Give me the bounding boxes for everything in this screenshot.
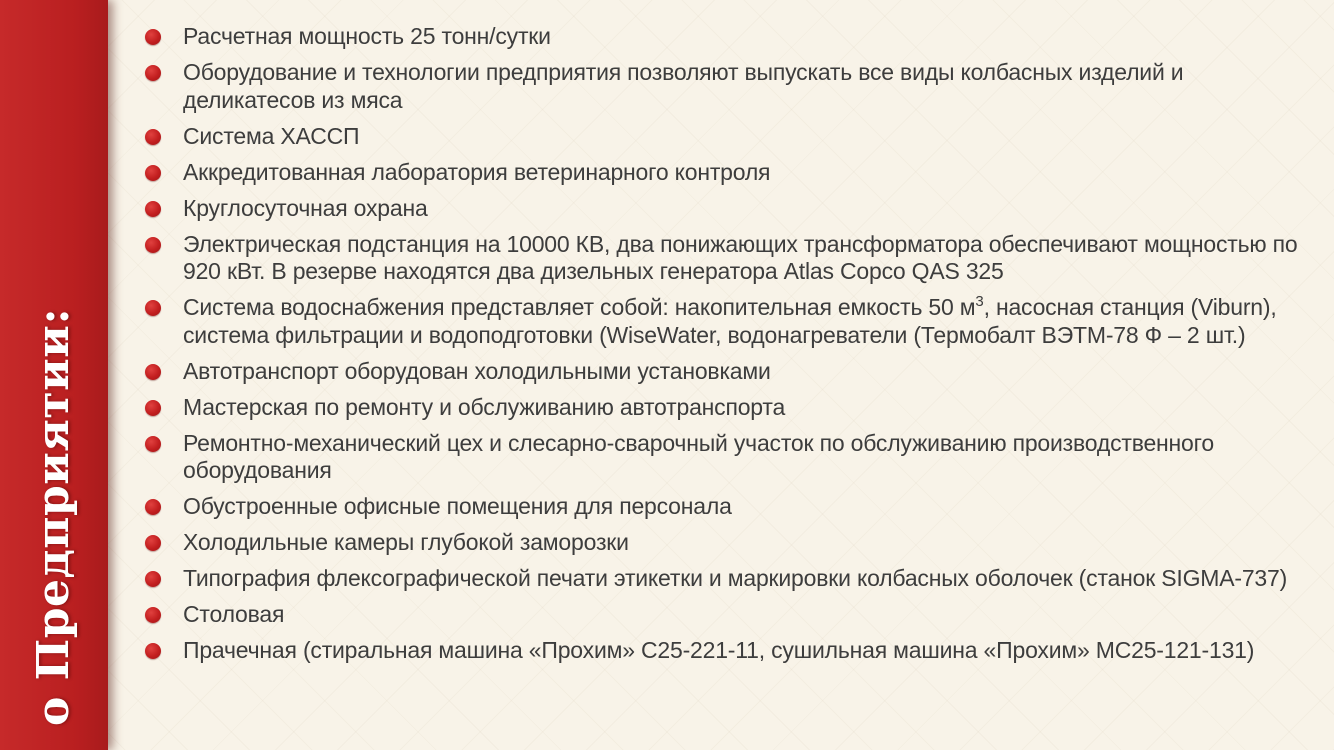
list-item — [143, 394, 1303, 422]
bullet-icon — [145, 535, 161, 551]
list-item — [143, 601, 1303, 629]
bullet-icon — [145, 237, 161, 253]
list-item — [143, 493, 1303, 521]
feature-text: Электрическая подстанция на 10000 КВ, два понижающих трансформатора обеспечивают мощностью по 920 кВт. В резерве находятся два дизельных генератора Atlas Copco QAS 325 — [183, 230, 1298, 284]
feature-text — [183, 294, 1277, 348]
feature-text-superscript: 3 — [975, 293, 984, 310]
sidebar — [0, 0, 108, 750]
bullet-icon — [145, 643, 161, 659]
list-item — [143, 358, 1303, 386]
list-item — [143, 23, 1303, 51]
feature-list — [143, 23, 1303, 665]
feature-text: Прачечная (стиральная машина «Прохим» С25-221-11, сушильная машина «Прохим» МС25-121-131) — [183, 637, 1255, 663]
list-item — [143, 59, 1303, 114]
feature-text: Холодильные камеры глубокой заморозки — [183, 529, 629, 555]
bullet-icon — [145, 571, 161, 587]
feature-text: Обустроенные офисные помещения для персонала — [183, 493, 732, 519]
feature-text: Система ХАССП — [183, 122, 360, 149]
bullet-icon — [145, 364, 161, 380]
feature-text: Мастерская по ремонту и обслуживанию автотранспорта — [183, 393, 786, 420]
bullet-icon — [145, 201, 161, 217]
content-area — [143, 23, 1303, 673]
list-item — [143, 231, 1303, 286]
bullet-icon — [145, 165, 161, 181]
list-item — [143, 565, 1303, 593]
feature-text: Типография флексографической печати этикетки и маркировки колбасных оболочек (станок SIGMA-737) — [183, 565, 1288, 591]
list-item — [143, 159, 1303, 187]
feature-text: Расчетная мощность 25 тонн/сутки — [183, 23, 551, 49]
feature-text: Ремонтно-механический цех и слесарно-сварочный участок по обслуживанию производственного оборудования — [183, 429, 1214, 483]
bullet-icon — [145, 400, 161, 416]
bullet-icon — [145, 607, 161, 623]
bullet-icon — [145, 499, 161, 515]
list-item — [143, 123, 1303, 151]
feature-text: Аккредитованная лаборатория ветеринарного контроля — [183, 158, 771, 185]
list-item — [143, 294, 1303, 349]
bullet-icon — [145, 29, 161, 45]
bullet-icon — [145, 129, 161, 145]
list-item — [143, 430, 1303, 485]
bullet-icon — [145, 436, 161, 452]
list-item — [143, 637, 1303, 665]
list-item — [143, 195, 1303, 223]
feature-text-after: , насосная станция (Viburn), система фильтрации и водоподготовки (WiseWater, водонагреватели (Термобалт ВЭТМ-78 Ф – 2 шт.) — [183, 294, 1277, 348]
bullet-icon — [145, 300, 161, 316]
sidebar-title: о Предприятии: — [28, 307, 79, 726]
feature-text: Круглосуточная охрана — [183, 194, 428, 221]
feature-text: Автотранспорт оборудован холодильными установками — [183, 357, 771, 384]
feature-text-before: Система водоснабжения представляет собой: накопительная емкость 50 м — [183, 294, 976, 320]
list-item — [143, 529, 1303, 557]
feature-text: Столовая — [183, 601, 285, 627]
feature-text: Оборудование и технологии предприятия позволяют выпускать все виды колбасных изделий и деликатесов из мяса — [183, 59, 1184, 113]
bullet-icon — [145, 65, 161, 81]
